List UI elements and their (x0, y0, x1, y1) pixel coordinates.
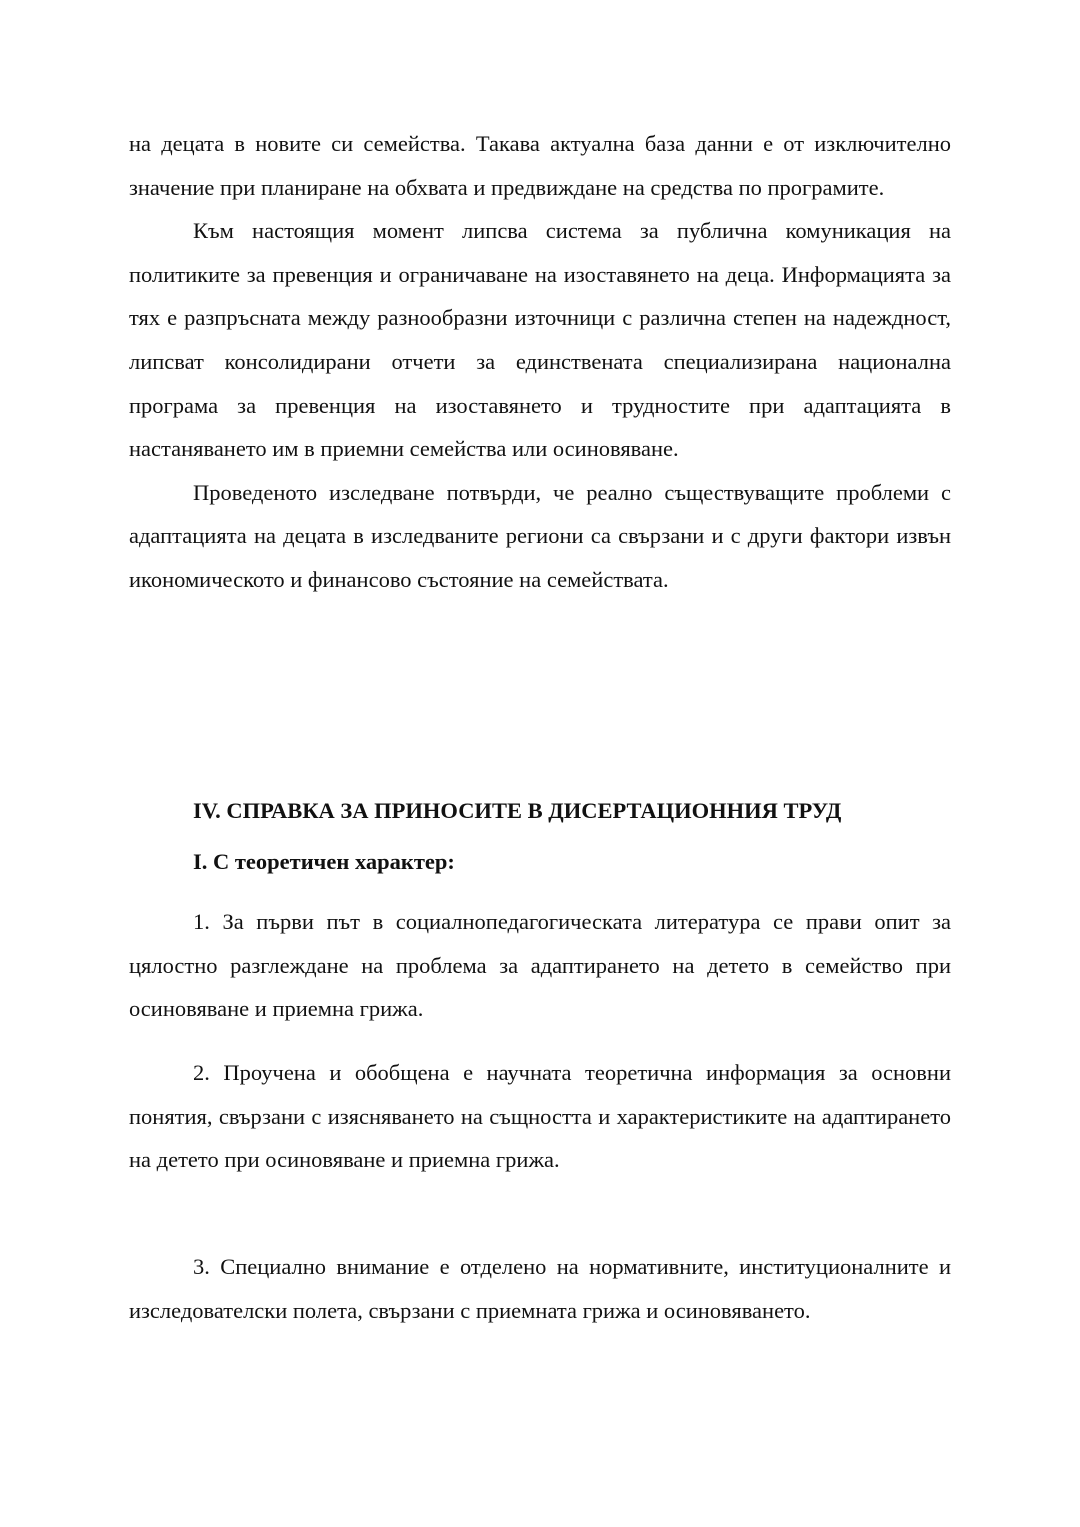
section-heading: IV. СПРАВКА ЗА ПРИНОСИТЕ В ДИСЕРТАЦИОННИЯ ТРУД (193, 798, 842, 823)
contribution-item (129, 1051, 951, 1182)
paragraph-public-communication: Към настоящия момент липсва система за публична комуникация на политиките за превенция и ограничаване на изоставянето на деца. Информацията за тях е разпръсната между разнообразни източници с различна степен на надеждност, липсват консолидирани отчети за единствената специализирана национална програма за превенция на изоставянето и трудностите при адаптацията в настаняването им в приемни семейства или осиновяване. (129, 218, 951, 462)
subsection-heading: I. С теоретичен характер: (193, 849, 455, 874)
body-text-top (129, 122, 951, 602)
paragraph-continuation: на децата в новите си семейства. Такава актуална база данни е от изключително значение при планиране на обхвата и предвиждане на средства по програмите. (129, 131, 951, 200)
paragraph-study-findings: Проведеното изследване потвърди, че реално съществуващите проблеми с адаптацията на децата в изследваните региони са свързани и с други фактори извън икономическото и финансово състояние на семействата. (129, 479, 951, 592)
contribution-text: 1. За първи път в социалнопедагогическата литература се прави опит за цялостно разглеждане на проблема за адаптирането на детето в семейство при осиновяване и приемна грижа. (129, 909, 951, 1022)
contribution-text: 2. Проучена и обобщена е научната теоретична информация за основни понятия, свързани с изясняването на същността и характеристиките на адаптирането на детето при осиновяване и приемна грижа. (129, 1060, 951, 1173)
contribution-item (129, 1245, 951, 1332)
contribution-item (129, 900, 951, 1031)
contribution-text: 3. Специално внимание е отделено на нормативните, институционалните и изследователски полета, свързани с приемната грижа и осиновяването. (129, 1254, 951, 1323)
